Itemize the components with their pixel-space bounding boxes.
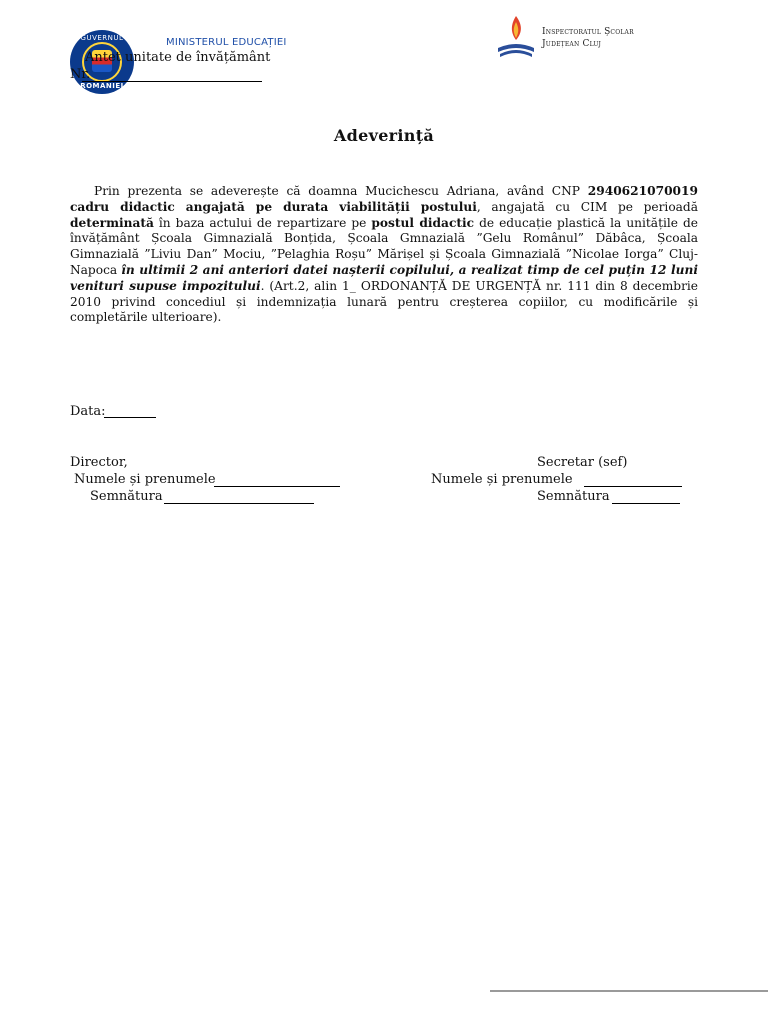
director-name-label: Numele și prenumele [74,472,216,487]
seal-bottom-text: ROMÂNIEI [80,82,124,90]
secretary-title: Secretar (sef) [537,455,628,470]
body-text-8: în ultimii 2 ani anteriori datei nașterii copilului, a realizat timp de cel puțin 12 luni venituri supuse impozitului [70,262,698,293]
director-signature-label: Semnătura [90,489,163,504]
body-text-6: postul didactic [371,215,475,230]
cnp-value: 2940621070019 [587,184,698,198]
isj-logo [486,6,670,68]
body-text-2: cadru didactic angajată pe durata viabilității postului [70,199,477,214]
body-text-5: în baza actului de repartizare pe [153,215,372,230]
body-text-4: determinată [70,215,154,230]
isj-name-line2: Județean Cluj [542,39,602,49]
registration-number-label: Nr. [70,67,91,82]
body-text-3: , angajată cu CIM pe perioadă [476,199,698,214]
secretary-signature-label: Semnătura [537,489,610,504]
body-text-1: Prin prezenta se adeverește că doamna Mucichescu Adriana, având CNP [94,184,588,198]
document-title: Adeverință [333,126,435,145]
secretary-name-line [584,486,682,487]
book-flame-icon [496,12,536,62]
seal-top-text: GUVERNUL [80,34,124,42]
secretary-signature-line [612,503,680,504]
isj-name-line1: Inspectoratul Școlar [542,27,634,37]
date-field-line [104,417,156,418]
secretary-name-label: Numele și prenumele [431,472,573,487]
ministry-name: MINISTERUL EDUCAȚIEI [166,37,287,48]
body-text-7: de educație plastică la unitățile de învățământ Școala Gimnazială Bonțida, Școala Gmnazială ”Gelu Românul” Dăbâca, Școala Gimnazială ”Liviu Dan” Mociu, ”Pelaghia Roșu” Mărișel și Școala Gimnazială ”Nicolae Iorga” Cluj-Napoca [70,215,698,277]
date-label: Data: [70,404,106,419]
institution-header-label: Antet unitate de învățământ [85,50,271,65]
registration-number-line [82,81,262,82]
director-name-line [214,486,340,487]
certificate-body [70,184,698,326]
page-scrollbar[interactable] [490,990,768,992]
director-title: Director, [70,455,128,470]
body-text-9: . (Art.2, alin 1_ ORDONANȚĂ DE URGENȚĂ nr. 111 din 8 decembrie 2010 privind concediul și indemnizația lunară pentru creșterea copiilor, cu modificările și completările ulterioare). [70,278,699,325]
director-signature-line [164,503,314,504]
